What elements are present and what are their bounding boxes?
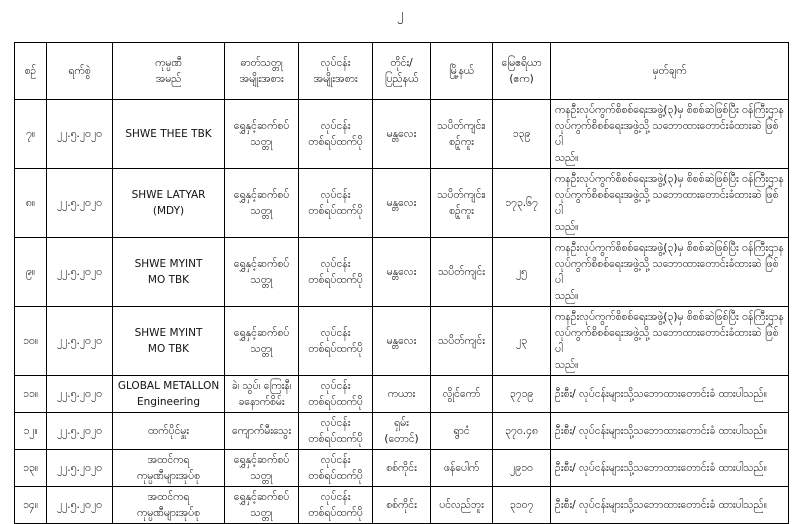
row-number-cell: ၈။ [15, 169, 47, 238]
area-acres-cell: ၃၁၀၇ [493, 487, 551, 524]
company-name-cell [113, 100, 225, 169]
mineral-type-cell [225, 169, 299, 238]
mineral-type-line: သတ္တု [250, 470, 273, 482]
table-row [15, 450, 789, 487]
work-type-line: လုပ်ငန်း [320, 454, 351, 466]
row-date-cell: ၂၂.၅.၂၀၂၀ [47, 376, 113, 413]
remark-line: သည်။ [555, 221, 579, 233]
remark-line: သည်။ [555, 152, 579, 164]
remark-cell [551, 450, 789, 487]
remark-cell [551, 169, 789, 238]
header-date [47, 43, 113, 100]
work-type-line: တစ်ရပ်ထက်ပို [308, 433, 363, 445]
header-label-line: မြို့နယ် [448, 65, 474, 77]
work-type-line: တစ်ရပ်ထက်ပို [308, 274, 363, 286]
mineral-type-cell [225, 307, 299, 376]
region-cell [373, 307, 431, 376]
company-name-line: MO TBK [147, 274, 190, 286]
work-type-line: လုပ်ငန်း [320, 327, 351, 339]
page-number: ၂ [396, 7, 404, 22]
table-header-row [15, 43, 789, 100]
table-row [15, 238, 789, 307]
row-number-cell: ၁၂။ [15, 413, 47, 450]
header-township [431, 43, 493, 100]
mineral-type-line: ရွှေနှင့်ဆက်စပ် [233, 189, 290, 201]
work-type-cell [299, 100, 373, 169]
township-line: သပိတ်ကျင်း၊ [437, 120, 486, 132]
row-date-cell: ၂၂.၅.၂၀၂၀ [47, 450, 113, 487]
remark-line: ဦးစီး/ လုပ်ငန်းများသို့သဘောထားတောင်းခံ ထားပါသည်။ [555, 499, 767, 511]
work-type-cell [299, 487, 373, 524]
company-name-line: ထက်ပိုင်မှူး [148, 425, 189, 437]
row-date-cell: ၂၂.၅.၂၀၂၀ [47, 487, 113, 524]
remark-line: ကနဦးလုပ်ကွက်စိစစ်ရေးအဖွဲ့(၃)မှ စိစစ်ဆဲဖြစ်ပြီး ဝန်ကြီးဌာန [555, 242, 784, 254]
row-number-cell: ၇။ [15, 100, 47, 169]
township-line: စဉ့်ကူး [449, 205, 474, 217]
table-row [15, 169, 789, 238]
township-cell [431, 413, 493, 450]
header-label-line: အမျိုးအစား [239, 73, 284, 85]
row-number-cell: ၁၄။ [15, 487, 47, 524]
region-cell [373, 450, 431, 487]
work-type-line: တစ်ရပ်ထက်ပို [308, 470, 363, 482]
remark-cell [551, 376, 789, 413]
row-date-cell: ၂၂.၅.၂၀၂၀ [47, 413, 113, 450]
mineral-type-line: သတ္တု [250, 343, 273, 355]
area-acres-cell: ၁၃၉ [493, 100, 551, 169]
region-cell [373, 487, 431, 524]
work-type-line: လုပ်ငန်း [320, 120, 351, 132]
header-label-line: မှတ်ချက် [652, 65, 687, 77]
work-type-line: လုပ်ငန်း [320, 380, 351, 392]
work-type-line: လုပ်ငန်း [320, 417, 351, 429]
mineral-type-line: သတ္တု [250, 136, 273, 148]
remark-line: လုပ်ကွက်စိစစ်ရေးအဖွဲ့သို့ သဘောထားတောင်းခံထားဆဲ ဖြစ်ပါ [555, 327, 779, 355]
row-number-cell: ၁၃။ [15, 450, 47, 487]
region-line: မန္တလေး [386, 335, 417, 347]
mineral-type-cell [225, 238, 299, 307]
township-line: လွိုင်ကော် [442, 388, 481, 400]
company-name-line: ကုမ္ပဏီများအုပ်စု [136, 470, 201, 482]
work-type-cell [299, 169, 373, 238]
mineral-type-line: ခနောက်စိမ်း [238, 396, 285, 408]
work-type-line: လုပ်ငန်း [320, 258, 351, 270]
row-date-cell: ၂၂.၅.၂၀၂၀ [47, 169, 113, 238]
township-line: ဖန်ပေါက် [443, 462, 480, 474]
region-line: မန္တလေး [386, 197, 417, 209]
company-name-cell [113, 413, 225, 450]
company-name-line: SHWE THEE TBK [125, 128, 212, 140]
header-label-line: ပြည်နယ် [384, 73, 419, 85]
company-name-cell [113, 169, 225, 238]
row-number-cell: ၁၁။ [15, 376, 47, 413]
row-date-cell: ၂၂.၅.၂၀၂၀ [47, 307, 113, 376]
company-name-cell [113, 487, 225, 524]
header-label-line: (ဧက) [509, 73, 534, 85]
table-row [15, 100, 789, 169]
work-type-cell [299, 307, 373, 376]
township-cell [431, 450, 493, 487]
township-cell [431, 169, 493, 238]
mineral-type-line: ရွှေနှင့်ဆက်စပ် [233, 258, 290, 270]
work-type-line: တစ်ရပ်ထက်ပို [308, 205, 363, 217]
header-label-line: မြေဧရိယာ [501, 57, 542, 69]
area-acres-cell: ၂၃ [493, 307, 551, 376]
region-line: မန္တလေး [386, 266, 417, 278]
area-acres-cell: ၃၇၁၉ [493, 376, 551, 413]
township-line: သပိတ်ကျင်း၊ [437, 189, 486, 201]
mineral-type-cell [225, 450, 299, 487]
remark-cell [551, 238, 789, 307]
mineral-type-line: သတ္တု [250, 274, 273, 286]
header-work-type [299, 43, 373, 100]
table-row [15, 376, 789, 413]
header-remark [551, 43, 789, 100]
township-line: ရွာငံ [453, 425, 470, 437]
header-label-line: အမည် [155, 73, 182, 85]
company-name-line: MO TBK [147, 343, 190, 355]
row-date-cell: ၂၂.၅.၂၀၂၀ [47, 238, 113, 307]
header-label-line: အမျိုးအစား [313, 73, 358, 85]
work-type-cell [299, 238, 373, 307]
region-cell [373, 169, 431, 238]
work-type-line: တစ်ရပ်ထက်ပို [308, 136, 363, 148]
mineral-type-line: ကျောက်မီးသွေး [231, 425, 291, 437]
header-region [373, 43, 431, 100]
mineral-type-line: သတ္တု [250, 507, 273, 519]
header-area [493, 43, 551, 100]
table-row [15, 413, 789, 450]
company-name-line: အထင်ကရ [147, 491, 190, 503]
region-line: (တောင်) [384, 433, 419, 445]
region-cell [373, 238, 431, 307]
mineral-type-cell [225, 487, 299, 524]
company-name-line: ကုမ္ပဏီများအုပ်စု [136, 507, 201, 519]
company-name-line: အထင်ကရ [147, 454, 190, 466]
region-cell [373, 100, 431, 169]
table-row [15, 307, 789, 376]
township-line: စဉ့်ကူး [449, 136, 474, 148]
company-name-line: Engineering [137, 396, 200, 408]
company-name-cell [113, 307, 225, 376]
work-type-cell [299, 376, 373, 413]
township-cell [431, 238, 493, 307]
company-name-line: SHWE MYINT [134, 327, 203, 339]
mineral-type-cell [225, 100, 299, 169]
region-line: စစ်ကိုင်း [386, 462, 417, 474]
mineral-type-line: ရွှေနှင့်ဆက်စပ် [233, 454, 290, 466]
township-line: သပိတ်ကျင်း [438, 266, 485, 278]
mineral-type-line: ရွှေနှင့်ဆက်စပ် [233, 120, 290, 132]
header-mineral [225, 43, 299, 100]
row-number-cell: ၉။ [15, 238, 47, 307]
company-name-cell [113, 450, 225, 487]
work-type-cell [299, 450, 373, 487]
remark-line: ကနဦးလုပ်ကွက်စိစစ်ရေးအဖွဲ့(၃)မှ စိစစ်ဆဲဖြစ်ပြီး ဝန်ကြီးဌာန [555, 104, 784, 116]
mining-permit-table [14, 42, 789, 524]
area-acres-cell: ၁၇၃.၆၇ [493, 169, 551, 238]
header-no [15, 43, 47, 100]
mineral-type-line: ရွှေနှင့်ဆက်စပ် [233, 327, 290, 339]
remark-line: ဦးစီး/ လုပ်ငန်းများသို့သဘောထားတောင်းခံ ထားပါသည်။ [555, 388, 767, 400]
row-number-cell: ၁၀။ [15, 307, 47, 376]
header-company [113, 43, 225, 100]
table-row [15, 487, 789, 524]
mineral-type-line: သတ္တု [250, 205, 273, 217]
remark-cell [551, 487, 789, 524]
area-acres-cell: ၂၉၁၀ [493, 450, 551, 487]
remark-line: သည်။ [555, 359, 579, 371]
township-cell [431, 100, 493, 169]
township-cell [431, 487, 493, 524]
township-cell [431, 376, 493, 413]
remark-line: လုပ်ကွက်စိစစ်ရေးအဖွဲ့သို့ သဘောထားတောင်းခံထားဆဲ ဖြစ်ပါ [555, 120, 779, 148]
header-label-line: ရက်စွဲ [68, 65, 91, 77]
remark-cell [551, 413, 789, 450]
remark-line: ကနဦးလုပ်ကွက်စိစစ်ရေးအဖွဲ့(၃)မှ စိစစ်ဆဲဖြစ်ပြီး ဝန်ကြီးဌာန [555, 173, 784, 185]
header-label-line: ဓာတ်သတ္တု [240, 57, 283, 69]
company-name-line: SHWE MYINT [134, 258, 203, 270]
remark-line: ကနဦးလုပ်ကွက်စိစစ်ရေးအဖွဲ့(၃)မှ စိစစ်ဆဲဖြစ်ပြီး ဝန်ကြီးဌာန [555, 311, 784, 323]
company-name-cell [113, 238, 225, 307]
remark-line: လုပ်ကွက်စိစစ်ရေးအဖွဲ့သို့ သဘောထားတောင်းခံထားဆဲ ဖြစ်ပါ [555, 258, 779, 286]
region-line: ကယား [387, 388, 416, 400]
work-type-line: တစ်ရပ်ထက်ပို [308, 396, 363, 408]
mineral-type-cell [225, 413, 299, 450]
company-name-cell [113, 376, 225, 413]
region-line: မန္တလေး [386, 128, 417, 140]
remark-line: သည်။ [555, 290, 579, 302]
area-acres-cell: ၂၅ [493, 238, 551, 307]
remark-cell [551, 100, 789, 169]
header-label-line: တိုင်း/ [390, 57, 413, 69]
remark-line: ဦးစီး/ လုပ်ငန်းများသို့သဘောထားတောင်းခံ ထားပါသည်။ [555, 425, 767, 437]
header-label-line: ကုမ္ပဏီ [155, 57, 182, 69]
company-name-line: GLOBAL METALLON [117, 380, 220, 392]
work-type-line: တစ်ရပ်ထက်ပို [308, 343, 363, 355]
work-type-line: လုပ်ငန်း [320, 491, 351, 503]
mineral-type-line: ရွှေနှင့်ဆက်စပ် [233, 491, 290, 503]
header-label-line: စဉ် [24, 65, 37, 77]
region-line: စစ်ကိုင်း [386, 499, 417, 511]
region-cell [373, 376, 431, 413]
work-type-line: လုပ်ငန်း [320, 189, 351, 201]
header-label-line: လုပ်ငန်း [320, 57, 351, 69]
remark-line: လုပ်ကွက်စိစစ်ရေးအဖွဲ့သို့ သဘောထားတောင်းခံထားဆဲ ဖြစ်ပါ [555, 189, 779, 217]
remark-cell [551, 307, 789, 376]
township-cell [431, 307, 493, 376]
mineral-type-cell [225, 376, 299, 413]
work-type-line: တစ်ရပ်ထက်ပို [308, 507, 363, 519]
company-name-line: SHWE LATYAR (MDY) [131, 189, 206, 217]
region-cell [373, 413, 431, 450]
mineral-type-line: ခဲ၊ သွပ်၊ ကြေးနီ၊ [231, 380, 292, 392]
row-date-cell: ၂၂.၅.၂၀၂၀ [47, 100, 113, 169]
area-acres-cell: ၃၇၀.၄၈ [493, 413, 551, 450]
township-line: ပင်လည်ဘူး [439, 499, 484, 511]
remark-line: ဦးစီး/ လုပ်ငန်းများသို့သဘောထားတောင်းခံ ထားပါသည်။ [555, 462, 767, 474]
work-type-cell [299, 413, 373, 450]
township-line: သပိတ်ကျင်း [438, 335, 485, 347]
region-line: ရှမ်း [394, 417, 409, 429]
